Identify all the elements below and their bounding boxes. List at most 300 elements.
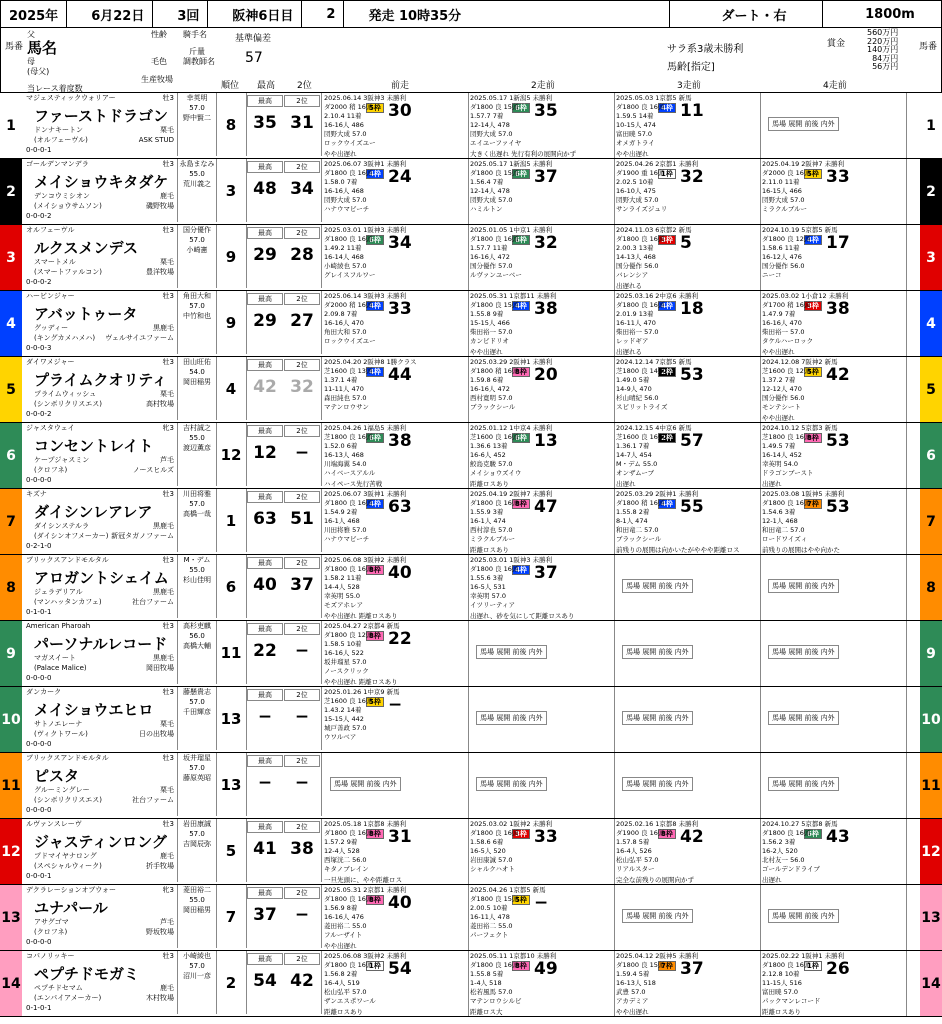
past-race[interactable]	[322, 291, 469, 356]
past-race-line: 10-15人 474	[616, 121, 656, 129]
horse-info	[22, 819, 178, 882]
past-race[interactable]	[322, 951, 469, 1016]
sire-name: コパノリッキー	[26, 952, 75, 960]
rank-value: 12	[216, 423, 247, 486]
coat-color: 黒鹿毛	[153, 654, 174, 662]
horse-name[interactable]: コンセントレイト	[34, 437, 154, 455]
past-race[interactable]	[614, 819, 761, 884]
past-figure: 42	[826, 365, 850, 385]
coat-color: 鹿毛	[160, 192, 174, 200]
rank-value: 5	[216, 819, 247, 882]
second-label: 2位	[284, 491, 320, 503]
track-condition-box: 馬場 展開 前後 内外	[768, 645, 839, 659]
second-value: −	[294, 905, 310, 925]
post-position-badge: 6枠	[804, 829, 822, 839]
post-position-badge: 4枠	[804, 235, 822, 245]
past-race[interactable]	[760, 357, 907, 422]
past-race[interactable]	[322, 93, 469, 158]
past-figure: 30	[388, 101, 412, 121]
past-race-line: ダ1800 良 15頭	[470, 301, 519, 309]
horse-row[interactable]	[0, 357, 942, 423]
past-race[interactable]	[614, 489, 761, 554]
horse-name[interactable]: パーソナルレコード	[34, 635, 168, 653]
breeder: 新冠タガノファーム	[111, 532, 174, 540]
jockey-info	[178, 225, 217, 288]
past-race-date: 2025.05.03 1京都5 新馬	[616, 94, 692, 102]
best-label: 最高	[247, 755, 283, 767]
second-label: 2位	[284, 95, 320, 107]
prize-5: 56万円	[872, 62, 899, 71]
post-position-badge: 8枠	[512, 499, 530, 509]
best-label: 最高	[247, 359, 283, 371]
past-race-note: 距離ロスあり	[324, 1008, 363, 1016]
jockey-info	[178, 489, 217, 552]
past-race[interactable]	[468, 951, 615, 1016]
horse-name[interactable]: アバットゥータ	[34, 305, 138, 323]
horse-name[interactable]: ユナパール	[34, 899, 108, 917]
past-race-line: 16-14人 468	[324, 253, 364, 261]
past-race-line: 14-13人 468	[616, 253, 656, 261]
past-race-line: 15-15人 466	[470, 319, 510, 327]
second-label: 2位	[284, 887, 320, 899]
trainer-name: 岡田稲男	[183, 378, 211, 386]
past-race-line: エイユーファイヤ	[470, 139, 522, 147]
carried-weight: 57.0	[189, 698, 205, 706]
horse-row[interactable]	[0, 885, 942, 951]
rank-value: 1	[216, 489, 247, 552]
past-race-line: 8-1人 474	[616, 517, 648, 525]
past-race[interactable]	[322, 885, 469, 950]
past-race[interactable]	[614, 93, 761, 158]
past-race-line: 12-14人 478	[470, 187, 510, 195]
jockey-name: 田山旺佑	[183, 358, 211, 366]
coat-color: 栗毛	[160, 390, 174, 398]
past-race-date: 2025.03.08 1阪神5 未勝利	[762, 490, 845, 498]
best-label: 最高	[247, 887, 283, 899]
past-race-line: 1.58.6 6着	[470, 838, 504, 846]
carried-weight: 57.0	[189, 764, 205, 772]
past-race[interactable]	[322, 621, 469, 686]
second-value: 32	[290, 377, 314, 397]
jockey-info	[178, 885, 217, 948]
past-race-line: 16-15人 466	[762, 187, 802, 195]
past-race-line: 1.55.9 3着	[470, 508, 504, 516]
umaban-left: 2	[0, 159, 22, 224]
past-race-line: 松若風馬 57.0	[470, 988, 513, 996]
broodmare-sire: (キングカメハメハ)	[34, 334, 96, 342]
breeder: 岡田牧場	[146, 664, 174, 672]
past-race[interactable]	[322, 357, 469, 422]
past-figure: 32	[534, 233, 558, 253]
past-race-date: 2025.04.27 2京都4 新馬	[324, 622, 400, 630]
past-race-date: 2025.05.31 2京都1 未勝利	[324, 886, 407, 894]
past-race[interactable]	[468, 819, 615, 884]
jockey-name: 坂井瑠星	[183, 754, 211, 762]
past-race[interactable]	[322, 489, 469, 554]
rank-value: 6	[216, 555, 247, 618]
past-race-date: 2025.06.08 3阪神2 未勝利	[324, 556, 407, 564]
dam-name: アサグゴマ	[34, 918, 69, 926]
prize-label: 賞金	[827, 39, 846, 49]
umaban-right: 4	[920, 291, 942, 356]
past-race-note: やや出遅れ 距離ロスあり	[324, 678, 398, 686]
horse-row[interactable]	[0, 291, 942, 357]
past-race-line: 国分優作 57.0	[470, 262, 513, 270]
post-position-badge: 5枠	[366, 697, 384, 707]
past-figure: 34	[388, 233, 412, 253]
past-race[interactable]	[760, 159, 907, 224]
horse-row[interactable]	[0, 951, 942, 1017]
past-race[interactable]	[468, 489, 615, 554]
past-race-line: 柴田裕一 57.0	[470, 328, 513, 336]
course-record: 0-0-0-0	[26, 806, 52, 814]
past-race-line: ダ1800 良 12頭	[762, 235, 811, 243]
past-race-line: ダ1800 良 16頭	[324, 169, 373, 177]
past-race-date: 2025.05.11 1京都10 未勝利	[470, 952, 557, 960]
past-race[interactable]	[614, 225, 761, 290]
coat-color: 黒鹿毛	[153, 522, 174, 530]
horse-name[interactable]: プライムクオリティ	[34, 371, 168, 389]
second-label: 2位	[284, 953, 320, 965]
rank-value: 4	[216, 357, 247, 420]
past-race-line: 16-16人 476	[324, 913, 364, 921]
past-race-date: 2025.03.01 1阪神3 未勝利	[470, 556, 553, 564]
best-value: 29	[253, 245, 277, 265]
past-race-note: 完全な前残りの展開向かず	[616, 876, 694, 884]
past-race-date: 2025.05.17 1新潟5 未勝利	[470, 160, 553, 168]
sire-name: デクラレーションオブウォー	[26, 886, 116, 894]
past-race-line: ロックウイズユー	[324, 139, 376, 147]
breeder: 高村牧場	[146, 400, 174, 408]
best-value: 35	[253, 113, 277, 133]
past-race-line: 岩田康誠 57.0	[470, 856, 513, 864]
jockey-info	[178, 951, 217, 1014]
past-race-line: 2.11.0 11着	[762, 178, 800, 186]
horse-row[interactable]	[0, 489, 942, 555]
best-figures	[246, 357, 322, 420]
second-label: 2位	[284, 425, 320, 437]
horse-name[interactable]: ダイシンレアレア	[34, 503, 153, 521]
past-race-line: ダ1800 良 16頭	[324, 829, 373, 837]
past-race[interactable]	[614, 423, 761, 488]
past-race-note: 距離ロスあり	[470, 480, 509, 488]
past-race[interactable]	[468, 555, 615, 620]
track-condition-box: 馬場 展開 前後 内外	[622, 909, 693, 923]
past-race-line: 1.59.5 14着	[616, 112, 654, 120]
past-race-date: 2024.11.03 6京都2 新馬	[616, 226, 692, 234]
dam-name: ダイシンステルラ	[34, 522, 89, 530]
past-race[interactable]	[468, 885, 615, 950]
past-figure: 53	[826, 497, 850, 517]
sex-age: 牡3	[162, 490, 174, 498]
past-race-line: 1.54.6 3着	[762, 508, 796, 516]
past-race[interactable]	[468, 357, 615, 422]
umaban-left: 11	[0, 753, 22, 818]
best-figures	[246, 687, 322, 750]
past-race[interactable]	[468, 291, 615, 356]
course-record: 0-0-0-1	[26, 146, 52, 154]
horse-name[interactable]: ファーストドラゴン	[34, 107, 168, 125]
umaban-left: 13	[0, 885, 22, 950]
past-figure: 55	[680, 497, 704, 517]
past-race-note: やや出遅れ	[762, 348, 795, 356]
course-record: 0-0-0-0	[26, 938, 52, 946]
best-figures	[246, 291, 322, 354]
horse-name[interactable]: ジャスティンロング	[34, 833, 167, 851]
jockey-name: 川田将雅	[183, 490, 211, 498]
past-race-line: 16-11人 478	[470, 913, 510, 921]
past-race-date: 2025.04.20 2阪神8 1勝クラス	[324, 358, 417, 366]
past-race[interactable]	[760, 225, 907, 290]
past-race-line: キタノブレイン	[324, 865, 369, 873]
past-race-date: 2025.01.05 1中京1 未勝利	[470, 226, 553, 234]
track-condition-box: 馬場 展開 前後 内外	[768, 579, 839, 593]
sex-age: 牡3	[162, 556, 174, 564]
past-race[interactable]	[760, 951, 907, 1016]
trainer-name: 荒川義之	[183, 180, 211, 188]
sire-name: マジェスティックウォリアー	[26, 94, 116, 102]
empty-race-slot	[322, 753, 469, 818]
horse-row[interactable]	[0, 819, 942, 885]
best-label: 最高	[247, 425, 283, 437]
past-race-note: ハイペース先行苦戦	[324, 480, 383, 488]
past-race[interactable]	[468, 93, 615, 158]
umaban-right: 14	[920, 951, 942, 1016]
horse-info	[22, 753, 178, 816]
past-figure: 53	[826, 431, 850, 451]
past-race-line: 鮫島克駿 57.0	[470, 460, 513, 468]
umaban-right: 3	[920, 225, 942, 290]
sire-name: ブリックスアンドモルタル	[26, 556, 109, 564]
horse-row[interactable]	[0, 225, 942, 291]
jockey-info	[178, 555, 217, 618]
best-figures	[246, 159, 322, 222]
course-record: 0-0-0-1	[26, 872, 52, 880]
past-race-line: 2.01.9 13着	[616, 310, 654, 318]
legend	[0, 28, 942, 93]
past-race-note: 距離ロスあり	[762, 1008, 801, 1016]
past-race-line: 16-16人 522	[324, 649, 364, 657]
post-position-badge: 8枠	[366, 895, 384, 905]
post-position-badge: 4枠	[658, 499, 676, 509]
past-race-date: 2025.06.07 3阪神1 未勝利	[324, 490, 407, 498]
past-race[interactable]	[760, 423, 907, 488]
past-race-date: 2025.06.07 3阪神1 未勝利	[324, 160, 407, 168]
past-race-note: やや出遅れ 距離ロスあり	[324, 612, 398, 620]
rank-value: 9	[216, 225, 247, 288]
legend-prev3: 3走前	[677, 81, 701, 91]
past-race-line: 1.49.5 7着	[762, 442, 796, 450]
jockey-info	[178, 291, 217, 354]
empty-race-slot	[468, 621, 615, 686]
best-figures	[246, 423, 322, 486]
horse-row[interactable]	[0, 555, 942, 621]
carried-weight: 57.0	[189, 962, 205, 970]
umaban-right: 5	[920, 357, 942, 422]
legend-horse-name: 馬名	[27, 39, 58, 57]
past-race-line: ダ1800 稍 16頭	[470, 367, 519, 375]
past-race-note: 前残りの展開は向かいたがややや距離ロス	[616, 546, 740, 554]
umaban-right: 7	[920, 489, 942, 554]
broodmare-sire: (クロフネ)	[34, 928, 68, 936]
past-figure: 37	[534, 167, 558, 187]
past-race-line: 12-1人 468	[762, 517, 798, 525]
horse-info	[22, 621, 178, 684]
past-race-line: ダ1800 良 16頭	[324, 961, 373, 969]
trainer-name: 吉岡辰弥	[183, 840, 211, 848]
past-figure: 49	[534, 959, 558, 979]
breeder: 磯野牧場	[146, 202, 174, 210]
best-figures	[246, 555, 322, 618]
post-position-badge: 4枠	[366, 169, 384, 179]
past-race-line: 2.09.8 7着	[324, 310, 358, 318]
race-header	[0, 0, 942, 28]
past-race[interactable]	[614, 357, 761, 422]
past-figure: 38	[534, 299, 558, 319]
horse-name[interactable]: メイショウエヒロ	[34, 701, 154, 719]
empty-race-slot	[760, 621, 907, 686]
course-record: 0-0-0-3	[26, 344, 52, 352]
course-record: 0-2-1-0	[26, 542, 52, 550]
past-race-line: ダ1700 稍 16頭	[762, 301, 811, 309]
dam-name: プドマイヤナロング	[34, 852, 97, 860]
umaban-left: 5	[0, 357, 22, 422]
legend-rank: 順位	[221, 81, 240, 91]
prize-2: 220万円	[867, 36, 899, 46]
past-race[interactable]	[322, 819, 469, 884]
past-race[interactable]	[322, 423, 469, 488]
post-position-badge: 4枠	[366, 367, 384, 377]
past-figure: 54	[388, 959, 412, 979]
breeder: 豊洋牧場	[146, 268, 174, 276]
past-race[interactable]	[614, 291, 761, 356]
past-race[interactable]	[614, 951, 761, 1016]
prize-1: 560万円	[867, 28, 899, 37]
past-race-line: シャルクハオト	[470, 865, 515, 873]
past-race-line: 柴田裕一 57.0	[616, 328, 659, 336]
broodmare-sire: (ヴィクトワール)	[34, 730, 88, 738]
second-label: 2位	[284, 623, 320, 635]
past-race-line: スピリットライズ	[616, 403, 668, 411]
past-race-line: 1.56.9 8着	[324, 904, 358, 912]
past-race-line: ハナウマビーチ	[324, 205, 370, 213]
past-race[interactable]	[760, 291, 907, 356]
course-record: 0-0-0-2	[26, 212, 52, 220]
sex-age: 牡3	[162, 94, 174, 102]
horse-name[interactable]: メイショウキタダケ	[34, 173, 169, 191]
past-race[interactable]	[322, 159, 469, 224]
past-race[interactable]	[468, 225, 615, 290]
legend-color: 毛色	[151, 57, 167, 66]
past-race[interactable]	[322, 225, 469, 290]
past-race-line: 小崎綾也 57.0	[324, 262, 367, 270]
course-record: 0-0-0-0	[26, 476, 52, 484]
past-race-line: 菱田裕二 55.0	[324, 922, 367, 930]
horse-row[interactable]	[0, 687, 942, 753]
broodmare-sire: (シンボリクリスエス)	[34, 400, 103, 408]
post-position-badge: 4枠	[366, 301, 384, 311]
second-label: 2位	[284, 821, 320, 833]
past-race-date: 2025.04.19 2阪神7 未勝利	[470, 490, 553, 498]
coat-color: 芦毛	[160, 918, 174, 926]
carried-weight: 57.0	[189, 500, 205, 508]
past-race[interactable]	[468, 159, 615, 224]
horse-name[interactable]: ペプチドモガミ	[34, 965, 140, 983]
past-race-line: ハイベースアルル	[324, 469, 376, 477]
past-race[interactable]	[468, 423, 615, 488]
horse-name[interactable]: アロガントシェイム	[34, 569, 169, 587]
past-race[interactable]	[322, 687, 469, 752]
empty-race-slot	[760, 687, 907, 752]
past-race-line: 2.00.5 10着	[470, 904, 508, 912]
horse-row[interactable]	[0, 753, 942, 819]
best-label: 最高	[247, 821, 283, 833]
past-race[interactable]	[760, 819, 907, 884]
jockey-name: 国分優作	[183, 226, 211, 234]
past-race-line: ダ1800 良 12頭	[324, 631, 373, 639]
past-race[interactable]	[322, 555, 469, 620]
past-race-note: 一旦先頭に、やや距離ロス	[324, 876, 402, 884]
umaban-right: 1	[920, 93, 942, 158]
jockey-name: 小崎綾也	[183, 952, 211, 960]
sire-name: ゴールデンマンデラ	[26, 160, 89, 168]
jockey-info	[178, 819, 217, 882]
past-race-line: ダ1800 良 16頭	[470, 565, 519, 573]
past-race-line: 国分優作 56.0	[616, 262, 659, 270]
past-race-date: 2025.02.22 1阪神1 未勝利	[762, 952, 845, 960]
course-record: 0-1-0-1	[26, 608, 52, 616]
best-figures	[246, 93, 322, 156]
horse-row[interactable]	[0, 159, 942, 225]
sex-age: 牝3	[162, 886, 174, 894]
horse-row[interactable]	[0, 621, 942, 687]
past-race-line: メイショウズイウ	[470, 469, 522, 477]
trainer-name: 杉山佳明	[183, 576, 211, 584]
second-value: 42	[290, 971, 314, 991]
prize-list	[867, 29, 898, 72]
past-figure: 43	[826, 827, 850, 847]
horse-name[interactable]: ルクスメンデス	[34, 239, 138, 257]
umaban-label-right: 馬番	[919, 42, 938, 52]
past-race-note: 大きく出遅れ 先行有利の展開向かず	[470, 150, 577, 158]
past-race-date: 2024.12.14 7京都5 新馬	[616, 358, 692, 366]
best-label: 最高	[247, 623, 283, 635]
empty-race-slot	[614, 885, 761, 950]
past-race[interactable]	[614, 159, 761, 224]
legend-best: 最高	[257, 81, 276, 91]
carried-weight: 54.0	[189, 368, 205, 376]
best-figures	[246, 621, 322, 684]
past-race[interactable]	[760, 489, 907, 554]
jockey-info	[178, 93, 217, 156]
horse-name[interactable]: ピスタ	[34, 767, 80, 785]
past-race-date: 2025.03.02 1小倉12 未勝利	[762, 292, 849, 300]
past-figure: 18	[680, 299, 704, 319]
past-race-note: 出遅れ	[762, 876, 782, 884]
best-label: 最高	[247, 491, 283, 503]
broodmare-sire: (スペシャルウィーク)	[34, 862, 102, 870]
best-figures	[246, 951, 322, 1014]
broodmare-sire: (エンパイアメーカー)	[34, 994, 102, 1002]
past-race-line: 国分優作 56.0	[762, 262, 805, 270]
past-race-date: 2025.05.31 1京都11 未勝利	[470, 292, 557, 300]
past-race-note: 出遅れ	[616, 480, 636, 488]
horse-info	[22, 159, 178, 222]
past-race-date: 2025.04.19 2阪神7 未勝利	[762, 160, 845, 168]
horse-row[interactable]	[0, 93, 942, 159]
horse-row[interactable]	[0, 423, 942, 489]
past-race-line: ダ1800 良 16頭	[470, 961, 519, 969]
